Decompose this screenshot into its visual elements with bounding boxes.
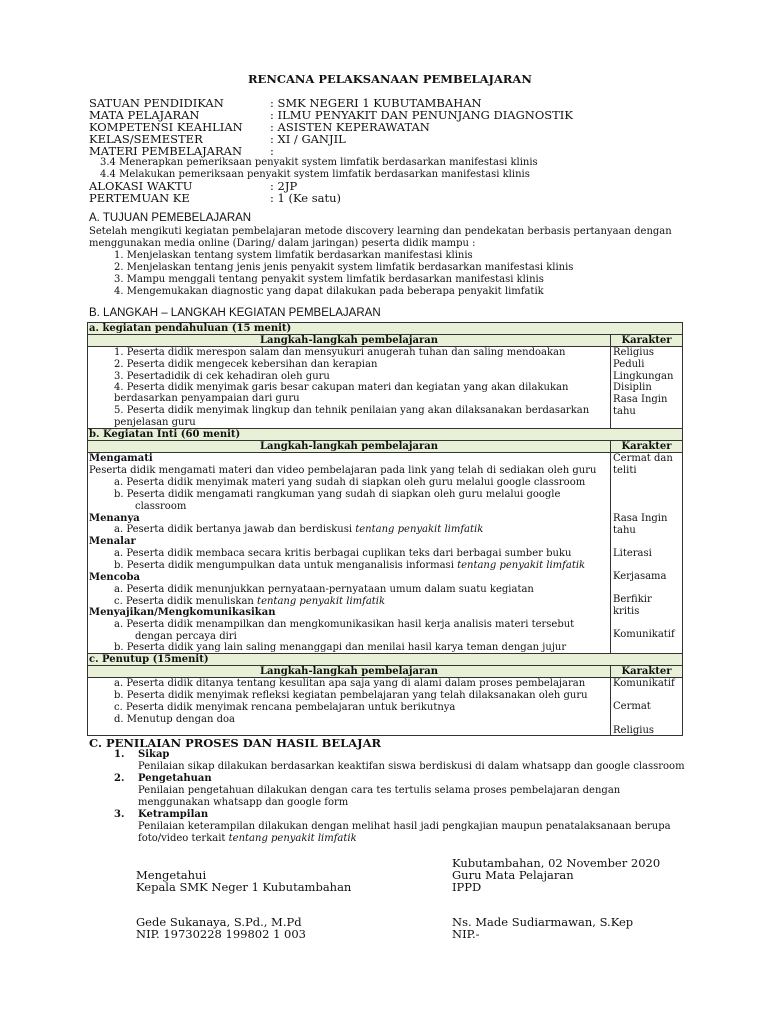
activity-step: a. Peserta didik menunjukkan pernyataan-pernyataan umum dalam suatu kegiatan [114,584,534,595]
signature-right-name: Ns. Made Sudiarmawan, S.Kep [452,915,634,929]
table-column-rule [610,440,611,653]
phase-mencoba: Mencoba [89,572,140,583]
assessment-title: Ketrampilan [138,809,209,820]
signature-left-label: Kepala SMK Neger 1 Kubutambahan [136,880,352,894]
column-header-character: Karakter [621,666,672,677]
section-c-heading: C. PENILAIAN PROSES DAN HASIL BELAJAR [89,736,382,750]
character-value: Komunikatif [613,629,675,640]
assessment-text: Penilaian sikap dilakukan berdasarkan keaktifan siswa berdiskusi di dalam whatsapp dan google classroom [138,761,685,772]
character-value: Peduli [613,359,645,370]
assessment-text-topic: tentang penyakit limfatik [228,833,357,844]
assessment-title: Sikap [138,749,170,760]
basic-competency: 3.4 Menerapkan pemeriksaan penyakit system limfatik berdasarkan manifestasi klinis [100,157,538,168]
character-value: Komunikatif [613,678,675,689]
assessment-number: 1. [114,749,125,760]
step-text: a. Peserta didik bertanya jawab dan berdiskusi [114,524,356,535]
assessment-text [138,833,357,845]
identity-value: : ILMU PENYAKIT DAN PENUNJANG DIAGNOSTIK [270,108,573,122]
identity-value: : 2JP [270,179,298,193]
activity-step: penjelasan guru [114,417,196,428]
section-a-intro: Setelah mengikuti kegiatan pembelajaran metode discovery learning dan pendekatan berbasis pertanyaan dengan [89,226,672,237]
activity-step: c. Peserta didik menyimak rencana pembelajaran untuk berikutnya [114,702,456,713]
character-value: Berfikir [613,594,652,605]
activity-step: Peserta didik mengamati materi dan video pembelajaran pada link yang telah di sediakan oleh guru [89,465,597,476]
character-value: Rasa Ingin [613,394,668,405]
section-title-penutup: c. Penutup (15menit) [89,654,209,665]
activity-step [114,560,585,572]
character-value: kritis [613,606,640,617]
document-title: RENCANA PELAKSANAAN PEMBELAJARAN [248,72,532,86]
section-b-heading: B. LANGKAH – LANGKAH KEGIATAN PEMBELAJARAN [89,307,381,319]
activity-step: classroom [135,501,187,512]
identity-label: KOMPETENSI KEAHLIAN [89,120,243,134]
identity-label: KELAS/SEMESTER [89,132,203,146]
section-title-pendahuluan: a. kegiatan pendahuluan (15 menit) [89,323,292,334]
signature-right-nip: NIP.- [452,927,480,941]
identity-value: : ASISTEN KEPERAWATAN [270,120,430,134]
section-a-heading: A. TUJUAN PEMEBELAJARAN [89,212,252,224]
identity-label: MATERI PEMBELAJARAN [89,144,243,158]
character-value: Rasa Ingin [613,513,668,524]
character-value: Religius [613,725,655,736]
signature-right-label: IPPD [452,880,482,894]
identity-label: MATA PELAJARAN [89,108,200,122]
assessment-text: Penilaian keterampilan dilakukan dengan melihat hasil jadi pengkajian maupun penatalaksanaan berupa [138,821,671,832]
phase-menyajikan: Menyajikan/Mengkomunikasikan [89,607,276,618]
step-text: b. Peserta didik mengumpulkan data untuk menganalisis informasi [114,560,458,571]
assessment-number: 2. [114,773,125,784]
signature-left-name: Gede Sukanaya, S.Pd., M.Pd [136,915,302,929]
activity-step: b. Peserta didik menyimak refleksi kegiatan pembelajaran yang telah dilaksanakan oleh guru [114,690,588,701]
activity-step: a. Peserta didik ditanya tentang kesulitan apa saja yang di alami dalam proses pembelajaran [114,678,586,689]
step-topic: tentang penyakit limfatik [457,560,586,571]
step-text: c. Peserta didik menuliskan [114,596,258,607]
activity-step: 2. Peserta didik mengecek kebersihan dan kerapian [114,359,378,370]
section-a-intro: menggunakan media online (Daring/ dalam jaringan) peserta didik mampu : [89,238,476,249]
character-value: Kerjasama [613,571,667,582]
table-column-rule [610,334,611,428]
signature-left-nip: NIP. 19730228 199802 1 003 [136,927,306,941]
activity-step: a. Peserta didik menyimak materi yang sudah di siapkan oleh guru melalui google classroom [114,477,586,488]
basic-competency: 4.4 Melakukan pemeriksaan penyakit system limfatik berdasarkan manifestasi klinis [100,169,530,180]
character-value: Religius [613,347,655,358]
section-title-inti: b. Kegiatan Inti (60 menit) [89,429,241,440]
character-value: Disiplin [613,382,652,393]
activity-step: 4. Peserta didik menyimak garis besar cakupan materi dan kegiatan yang akan dilakukan [114,382,569,393]
objective-item: 4. Mengemukakan diagnostic yang dapat dilakukan pada beberapa penyakit limfatik [114,286,544,297]
activity-step: d. Menutup dengan doa [114,714,235,725]
assessment-title: Pengetahuan [138,773,212,784]
activity-step: dengan percaya diri [135,631,237,642]
character-value: Lingkungan [613,371,674,382]
phase-mengamati: Mengamati [89,453,153,464]
signature-place-date: Kubutambahan, 02 November 2020 [452,856,661,870]
assessment-text: Penilaian pengetahuan dilakukan dengan cara tes tertulis selama proses pembelajaran dengan [138,785,621,796]
assessment-number: 3. [114,809,125,820]
signature-left-label: Mengetahui [136,868,207,882]
activity-step: a. Peserta didik membaca secara kritis berbagai cuplikan teks dari berbagai sumber buku [114,548,572,559]
activity-step: b. Peserta didik yang lain saling menanggapi dan menilai hasil karya teman dengan jujur [114,642,567,653]
column-header-character: Karakter [621,335,672,346]
character-value: tahu [613,525,636,536]
character-value: Cermat [613,701,651,712]
activity-step: 5. Peserta didik menyimak lingkup dan tehnik penilaian yang akan dilaksanakan berdasarkan [114,405,590,416]
signature-right-label: Guru Mata Pelajaran [452,868,574,882]
objective-item: 1. Menjelaskan tentang system limfatik berdasarkan manifestasi klinis [114,250,473,261]
step-topic: tentang penyakit limfatik [355,524,484,535]
column-header-character: Karakter [621,441,672,452]
assessment-text-plain: foto/video terkait [138,833,229,844]
step-topic: tentang penyakit limfatik [257,596,386,607]
character-value: teliti [613,465,637,476]
column-header-steps: Langkah-langkah pembelajaran [260,666,438,677]
character-value: Literasi [613,548,652,559]
assessment-text: menggunakan whatsapp dan google form [138,797,349,808]
identity-value: : XI / GANJIL [270,132,346,146]
objective-item: 2. Menjelaskan tentang jenis jenis penyakit system limfatik berdasarkan manifestasi klinis [114,262,574,273]
activity-step: b. Peserta didik mengamati rangkuman yang sudah di siapkan oleh guru melalui google [114,489,561,500]
identity-label: PERTEMUAN KE [89,191,190,205]
identity-value: : SMK NEGERI 1 KUBUTAMBAHAN [270,96,482,110]
phase-menalar: Menalar [89,536,136,547]
character-value: tahu [613,406,636,417]
identity-label: ALOKASI WAKTU [89,179,193,193]
identity-value: : 1 (Ke satu) [270,191,342,205]
column-header-steps: Langkah-langkah pembelajaran [260,441,438,452]
activity-step: berdasarkan penyampaian dari guru [114,393,300,404]
activity-step: 1. Peserta didik merespon salam dan mensyukuri anugerah tuhan dan saling mendoakan [114,347,566,358]
phase-menanya: Menanya [89,513,140,524]
activity-step [114,524,483,536]
identity-value: : [270,144,274,158]
identity-label: SATUAN PENDIDIKAN [89,96,224,110]
activity-step: a. Peserta didik menampilkan dan mengkomunikasikan hasil kerja analisis materi tersebut [114,619,575,630]
column-header-steps: Langkah-langkah pembelajaran [260,335,438,346]
objective-item: 3. Mampu menggali tentang penyakit system limfatik berdasarkan manifestasi klinis [114,274,544,285]
activity-step: 3. Pesertadidik di cek kehadiran oleh guru [114,371,330,382]
character-value: Cermat dan [613,453,673,464]
